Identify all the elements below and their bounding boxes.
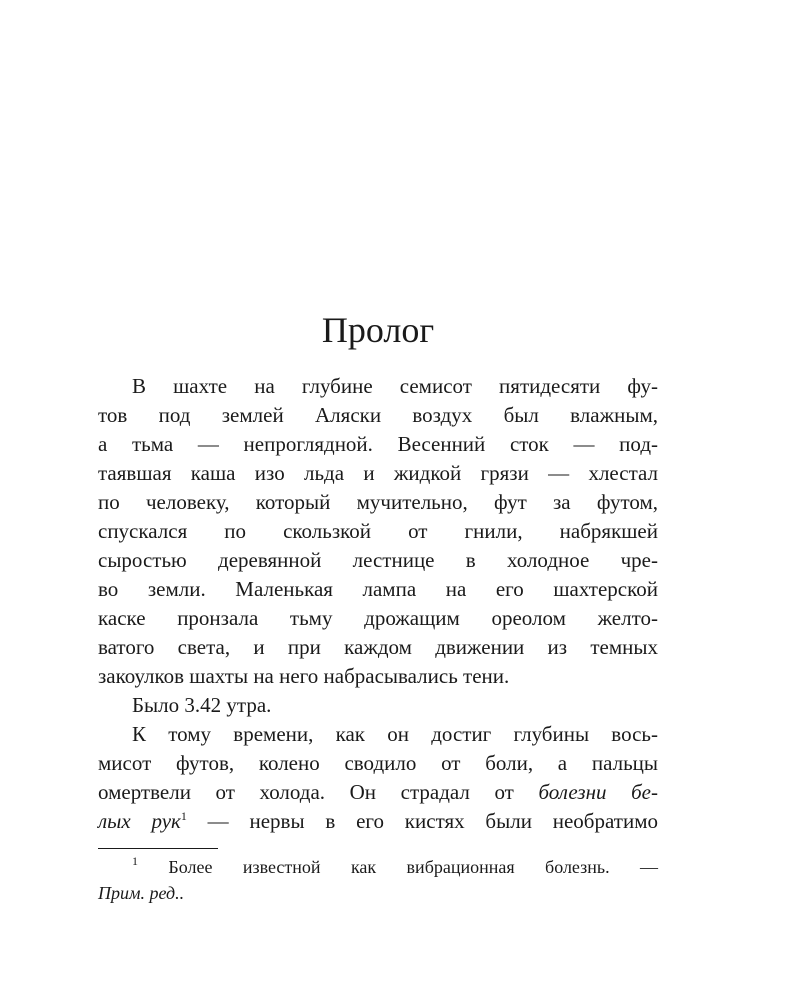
text-line: мисот футов, колено сводило от боли, а пальцы: [98, 751, 658, 775]
italic-term: лых рук: [98, 809, 181, 833]
text-run: омертвели от холода. Он страдал от: [98, 780, 539, 804]
text-line: В шахте на глубине семисот пятидесяти фу-: [132, 374, 658, 398]
text-line: Было 3.42 утра.: [132, 693, 272, 717]
chapter-body: [98, 372, 658, 836]
text-line: по человеку, который мучительно, фут за футом,: [98, 490, 658, 514]
italic-term: болезни бе-: [538, 780, 658, 804]
footnote-text: [98, 854, 658, 880]
footnotes: [98, 854, 658, 906]
footnote-reference[interactable]: 1: [180, 809, 187, 823]
text-line: таявшая каша изо льда и жидкой грязи — хлестал: [98, 461, 658, 485]
text-line: сыростью деревянной лестнице в холодное чре-: [98, 548, 658, 572]
text-line: тов под землей Аляски воздух был влажным,: [98, 403, 658, 427]
text-line: а тьма — непроглядной. Весенний сток — под-: [98, 432, 658, 456]
text-line: К тому времени, как он достиг глубины вось-: [132, 722, 658, 746]
chapter-title: Пролог: [321, 310, 435, 350]
text-line: во земли. Маленькая лампа на его шахтерской: [98, 577, 658, 601]
text-line: [98, 778, 658, 807]
text-line: каске пронзала тьму дрожащим ореолом желто-: [98, 606, 658, 630]
footnote-body: Более известной как вибрационная болезнь. —: [138, 857, 658, 877]
text-line: спускался по скользкой от гнили, набрякшей: [98, 519, 658, 543]
text-line: ватого света, и при каждом движении из темных: [98, 635, 658, 659]
text-line: закоулков шахты на него набрасывались тени.: [98, 664, 510, 688]
footnote-divider: [98, 848, 218, 849]
editor-note: Прим. ред..: [98, 883, 185, 903]
text-line: [98, 807, 658, 836]
footnote-marker: 1: [132, 854, 138, 868]
text-run: — нервы в его кистях были необратимо: [186, 809, 658, 833]
